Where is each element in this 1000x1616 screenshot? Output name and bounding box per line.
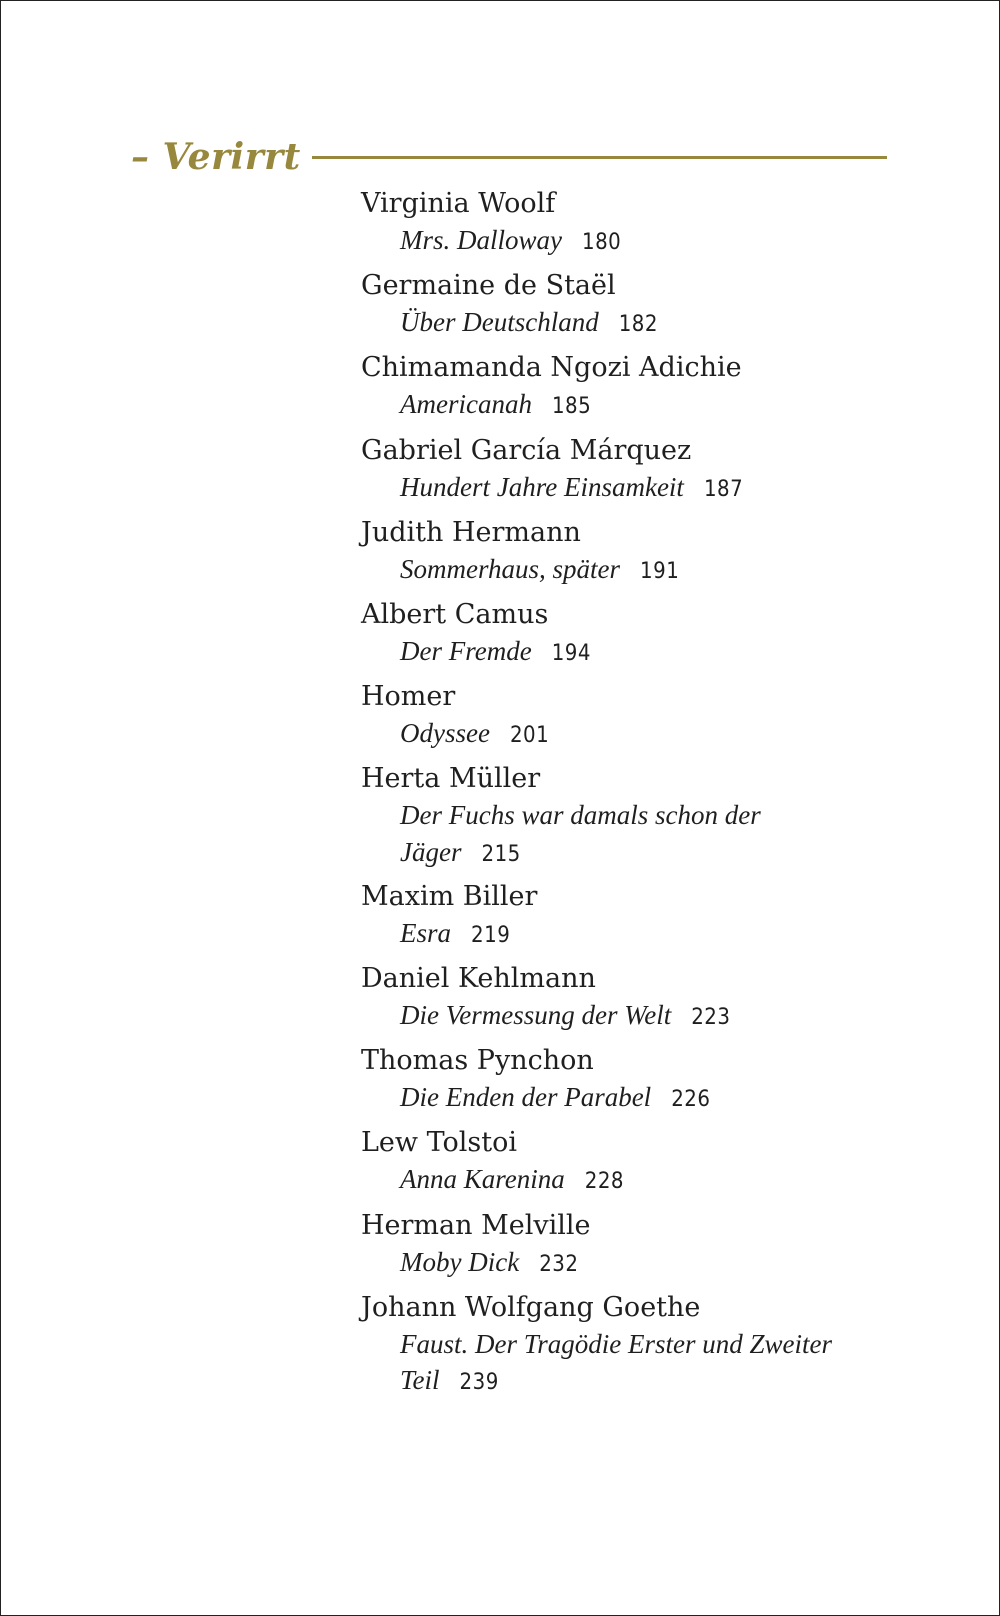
entry-work — [400, 798, 872, 872]
entry-work — [400, 916, 872, 954]
entry-page-number: 185 — [551, 394, 592, 420]
entry-page-number: 194 — [551, 640, 591, 666]
entry-title: Über Deutschland — [400, 307, 599, 338]
toc-entry — [361, 266, 901, 348]
entry-author: Lew Tolstoi — [361, 1127, 518, 1159]
entry-work — [400, 305, 872, 343]
entry-author: Judith Hermann — [361, 516, 581, 548]
entry-work — [400, 1327, 872, 1401]
entry-title: Odyssee — [400, 718, 490, 749]
entry-work — [400, 1162, 872, 1200]
entry-author: Albert Camus — [361, 598, 549, 630]
entry-title: Die Enden der Parabel — [400, 1082, 652, 1113]
entry-page-number: 239 — [459, 1370, 499, 1396]
entry-page-number: 232 — [539, 1251, 579, 1277]
entry-author: Daniel Kehlmann — [361, 963, 596, 995]
entry-title: Hundert Jahre Einsamkeit — [400, 471, 684, 502]
table-of-contents — [361, 184, 901, 1405]
entry-work — [400, 1245, 872, 1283]
entry-title: Die Vermessung der Welt — [400, 1000, 672, 1031]
entry-page-number: 219 — [471, 922, 511, 948]
entry-page-number: 226 — [671, 1087, 711, 1113]
entry-work — [400, 552, 872, 590]
toc-entry — [361, 959, 901, 1041]
entry-work — [400, 470, 872, 508]
entry-page-number: 187 — [703, 476, 744, 502]
entry-author: Chimamanda Ngozi Adichie — [361, 352, 742, 384]
toc-entry — [361, 1123, 901, 1205]
entry-title: Moby Dick — [400, 1246, 520, 1277]
entry-title: Faust. Der Tragödie Erster und Zweiter Teil — [400, 1328, 833, 1396]
entry-page-number: 215 — [481, 841, 521, 867]
section-rule — [312, 156, 887, 159]
entry-page-number: 191 — [640, 558, 680, 584]
section-header — [131, 129, 887, 185]
entry-page-number: 228 — [584, 1169, 625, 1195]
entry-title: Der Fuchs war damals schon der Jäger — [400, 800, 761, 867]
entry-author: Virginia Woolf — [361, 188, 556, 219]
entry-work — [400, 716, 872, 754]
entry-title: Der Fremde — [400, 635, 532, 666]
entry-author: Homer — [361, 681, 456, 713]
entry-page-number: 180 — [582, 230, 622, 255]
entry-page-number: 201 — [509, 723, 550, 749]
entry-work — [400, 634, 872, 672]
entry-author: Herta Müller — [361, 763, 541, 795]
toc-entry — [361, 677, 901, 759]
toc-entry — [361, 184, 901, 266]
toc-entry — [361, 877, 901, 959]
entry-work — [400, 998, 872, 1036]
toc-entry — [361, 431, 901, 513]
toc-entry — [361, 1041, 901, 1123]
entry-work — [400, 223, 872, 261]
toc-entry — [361, 1206, 901, 1288]
toc-entry — [361, 348, 901, 430]
entry-work — [400, 387, 872, 425]
entry-author: Gabriel García Márquez — [361, 434, 692, 466]
entry-title: Sommerhaus, später — [400, 553, 621, 584]
entry-page-number: 182 — [618, 312, 658, 338]
toc-entry — [361, 759, 901, 877]
entry-author: Germaine de Staël — [361, 270, 616, 302]
entry-title: Anna Karenina — [400, 1164, 565, 1195]
section-title: – Verirrt — [131, 136, 301, 178]
entry-title: Esra — [400, 917, 452, 948]
toc-entry — [361, 595, 901, 677]
entry-author: Johann Wolfgang Goethe — [361, 1291, 701, 1323]
entry-author: Thomas Pynchon — [361, 1045, 594, 1077]
entry-page-number: 223 — [691, 1005, 731, 1031]
entry-title: Americanah — [400, 389, 532, 420]
toc-entry — [361, 513, 901, 595]
entry-author: Maxim Biller — [361, 880, 538, 912]
toc-entry — [361, 1288, 901, 1406]
entry-work — [400, 1080, 872, 1118]
entry-title: Mrs. Dalloway — [400, 225, 562, 255]
entry-author: Herman Melville — [361, 1209, 591, 1241]
